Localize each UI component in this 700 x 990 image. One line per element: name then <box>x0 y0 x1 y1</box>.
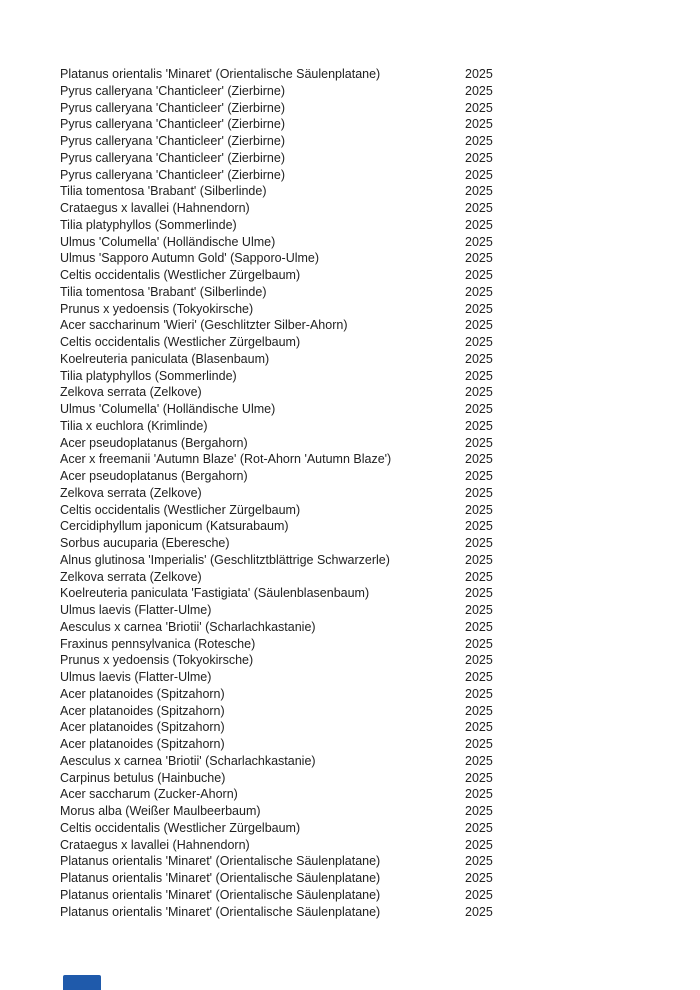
table-row <box>60 66 700 83</box>
table-row <box>60 150 700 167</box>
year-value: 2025 <box>465 284 493 299</box>
year-value: 2025 <box>465 502 493 517</box>
year-value: 2025 <box>465 167 493 182</box>
table-row <box>60 904 700 921</box>
table-row <box>60 368 700 385</box>
table-row <box>60 703 700 720</box>
table-row <box>60 384 700 401</box>
table-row <box>60 887 700 904</box>
year-value: 2025 <box>465 402 493 416</box>
species-name: Pyrus calleryana 'Chanticleer' (Zierbirne) <box>60 167 285 182</box>
year-value: 2025 <box>465 536 493 550</box>
species-name: Tilia platyphyllos (Sommerlinde) <box>60 368 237 383</box>
table-row <box>60 602 700 619</box>
year-value: 2025 <box>465 134 493 148</box>
year-value: 2025 <box>465 871 493 885</box>
year-value: 2025 <box>465 904 493 919</box>
species-name: Aesculus x carnea 'Briotii' (Scharlachkastanie) <box>60 753 316 768</box>
species-name: Cercidiphyllum japonicum (Katsurabaum) <box>60 519 289 534</box>
year-value: 2025 <box>465 619 493 634</box>
table-row <box>60 451 700 468</box>
species-name: Ulmus laevis (Flatter-Ulme) <box>60 603 212 617</box>
year-value: 2025 <box>465 368 493 383</box>
table-row <box>60 116 700 133</box>
table-row <box>60 234 700 251</box>
species-name: Celtis occidentalis (Westlicher Zürgelbaum) <box>60 820 301 835</box>
species-name: Acer saccharinum 'Wieri' (Geschlitzter Silber-Ahorn) <box>60 318 348 333</box>
year-value: 2025 <box>465 603 493 617</box>
species-name: Carpinus betulus (Hainbuche) <box>60 770 226 785</box>
table-row <box>60 418 700 435</box>
table-row <box>60 837 700 854</box>
year-value: 2025 <box>465 335 493 349</box>
species-name: Platanus orientalis 'Minaret' (Orientalische Säulenplatane) <box>60 67 381 81</box>
year-value: 2025 <box>465 351 493 366</box>
species-name: Acer pseudoplatanus (Bergahorn) <box>60 469 248 483</box>
species-name: Morus alba (Weißer Maulbeerbaum) <box>60 804 261 818</box>
year-value: 2025 <box>465 670 493 684</box>
year-value: 2025 <box>465 787 493 802</box>
year-value: 2025 <box>465 720 493 735</box>
species-name: Pyrus calleryana 'Chanticleer' (Zierbirne) <box>60 117 285 132</box>
table-row <box>60 686 700 703</box>
year-value: 2025 <box>465 485 493 500</box>
species-name: Celtis occidentalis (Westlicher Zürgelbaum) <box>60 502 301 517</box>
species-name: Platanus orientalis 'Minaret' (Orientalische Säulenplatane) <box>60 887 381 902</box>
species-name: Prunus x yedoensis (Tokyokirsche) <box>60 653 254 668</box>
table-row <box>60 669 700 686</box>
table-row <box>60 719 700 736</box>
species-name: Tilia platyphyllos (Sommerlinde) <box>60 217 237 232</box>
table-row <box>60 770 700 787</box>
year-value: 2025 <box>465 837 493 852</box>
table-row <box>60 267 700 284</box>
table-row <box>60 351 700 368</box>
species-name: Ulmus 'Sapporo Autumn Gold' (Sapporo-Ulme) <box>60 251 320 266</box>
year-value: 2025 <box>465 435 493 450</box>
year-value: 2025 <box>465 552 493 567</box>
year-value: 2025 <box>465 83 493 98</box>
table-row <box>60 183 700 200</box>
year-value: 2025 <box>465 251 493 266</box>
year-value: 2025 <box>465 753 493 768</box>
year-value: 2025 <box>465 519 493 534</box>
table-row <box>60 552 700 569</box>
species-name: Sorbus aucuparia (Eberesche) <box>60 536 230 550</box>
year-value: 2025 <box>465 301 493 316</box>
species-name: Acer platanoides (Spitzahorn) <box>60 686 225 701</box>
species-name: Acer saccharum (Zucker-Ahorn) <box>60 787 238 802</box>
table-row <box>60 250 700 267</box>
year-value: 2025 <box>465 100 493 115</box>
table-row <box>60 133 700 150</box>
species-name: Zelkova serrata (Zelkove) <box>60 385 202 400</box>
species-name: Pyrus calleryana 'Chanticleer' (Zierbirne) <box>60 100 285 115</box>
species-name: Pyrus calleryana 'Chanticleer' (Zierbirne) <box>60 134 285 148</box>
table-row <box>60 569 700 586</box>
species-name: Crataegus x lavallei (Hahnendorn) <box>60 201 250 215</box>
species-name: Pyrus calleryana 'Chanticleer' (Zierbirne) <box>60 150 285 165</box>
year-value: 2025 <box>465 385 493 400</box>
year-value: 2025 <box>465 234 493 249</box>
year-value: 2025 <box>465 703 493 718</box>
species-name: Tilia tomentosa 'Brabant' (Silberlinde) <box>60 184 267 199</box>
table-row <box>60 217 700 234</box>
year-value: 2025 <box>465 854 493 869</box>
table-row <box>60 485 700 502</box>
species-name: Aesculus x carnea 'Briotii' (Scharlachkastanie) <box>60 619 316 634</box>
table-row <box>60 284 700 301</box>
species-name: Crataegus x lavallei (Hahnendorn) <box>60 837 250 852</box>
table-row <box>60 535 700 552</box>
table-row <box>60 518 700 535</box>
table-row <box>60 619 700 636</box>
table-row <box>60 502 700 519</box>
year-value: 2025 <box>465 737 493 751</box>
year-value: 2025 <box>465 150 493 165</box>
table-row <box>60 786 700 803</box>
year-value: 2025 <box>465 804 493 818</box>
table-row <box>60 83 700 100</box>
species-name: Platanus orientalis 'Minaret' (Orientalische Säulenplatane) <box>60 854 381 869</box>
year-value: 2025 <box>465 452 493 467</box>
table-row <box>60 853 700 870</box>
year-value: 2025 <box>465 117 493 132</box>
year-value: 2025 <box>465 636 493 651</box>
year-value: 2025 <box>465 217 493 232</box>
year-value: 2025 <box>465 586 493 601</box>
table-row <box>60 435 700 452</box>
species-name: Alnus glutinosa 'Imperialis' (Geschlitztblättrige Schwarzerle) <box>60 552 390 567</box>
year-value: 2025 <box>465 201 493 215</box>
species-name: Zelkova serrata (Zelkove) <box>60 569 202 584</box>
year-value: 2025 <box>465 318 493 333</box>
table-row <box>60 200 700 217</box>
table-row <box>60 652 700 669</box>
species-name: Celtis occidentalis (Westlicher Zürgelbaum) <box>60 335 301 349</box>
table-row <box>60 301 700 318</box>
species-name: Acer platanoides (Spitzahorn) <box>60 703 225 718</box>
year-value: 2025 <box>465 184 493 199</box>
table-row <box>60 468 700 485</box>
year-value: 2025 <box>465 569 493 584</box>
table-row <box>60 585 700 602</box>
year-value: 2025 <box>465 686 493 701</box>
table-row <box>60 100 700 117</box>
table-row <box>60 803 700 820</box>
species-name: Koelreuteria paniculata (Blasenbaum) <box>60 351 270 366</box>
year-value: 2025 <box>465 469 493 483</box>
table-row <box>60 753 700 770</box>
species-name: Tilia tomentosa 'Brabant' (Silberlinde) <box>60 284 267 299</box>
table-row <box>60 820 700 837</box>
table-row <box>60 636 700 653</box>
tree-list <box>60 66 700 920</box>
table-row <box>60 870 700 887</box>
table-row <box>60 317 700 334</box>
species-name: Acer x freemanii 'Autumn Blaze' (Rot-Ahorn 'Autumn Blaze') <box>60 452 392 467</box>
species-name: Acer platanoides (Spitzahorn) <box>60 720 225 735</box>
species-name: Koelreuteria paniculata 'Fastigiata' (Säulenblasenbaum) <box>60 586 370 601</box>
species-name: Ulmus 'Columella' (Holländische Ulme) <box>60 402 276 416</box>
table-row <box>60 401 700 418</box>
partial-blue-button[interactable] <box>63 975 101 990</box>
table-row <box>60 736 700 753</box>
species-name: Ulmus 'Columella' (Holländische Ulme) <box>60 234 276 249</box>
species-name: Tilia x euchlora (Krimlinde) <box>60 418 208 433</box>
year-value: 2025 <box>465 653 493 668</box>
species-name: Ulmus laevis (Flatter-Ulme) <box>60 670 212 684</box>
species-name: Platanus orientalis 'Minaret' (Orientalische Säulenplatane) <box>60 871 381 885</box>
species-name: Acer platanoides (Spitzahorn) <box>60 737 225 751</box>
year-value: 2025 <box>465 418 493 433</box>
year-value: 2025 <box>465 887 493 902</box>
species-name: Celtis occidentalis (Westlicher Zürgelbaum) <box>60 268 301 282</box>
species-name: Pyrus calleryana 'Chanticleer' (Zierbirne) <box>60 83 285 98</box>
species-name: Acer pseudoplatanus (Bergahorn) <box>60 435 248 450</box>
species-name: Zelkova serrata (Zelkove) <box>60 485 202 500</box>
table-row <box>60 167 700 184</box>
year-value: 2025 <box>465 820 493 835</box>
species-name: Platanus orientalis 'Minaret' (Orientalische Säulenplatane) <box>60 904 381 919</box>
species-name: Fraxinus pennsylvanica (Rotesche) <box>60 636 256 651</box>
year-value: 2025 <box>465 268 493 282</box>
year-value: 2025 <box>465 770 493 785</box>
species-name: Prunus x yedoensis (Tokyokirsche) <box>60 301 254 316</box>
table-row <box>60 334 700 351</box>
year-value: 2025 <box>465 67 493 81</box>
